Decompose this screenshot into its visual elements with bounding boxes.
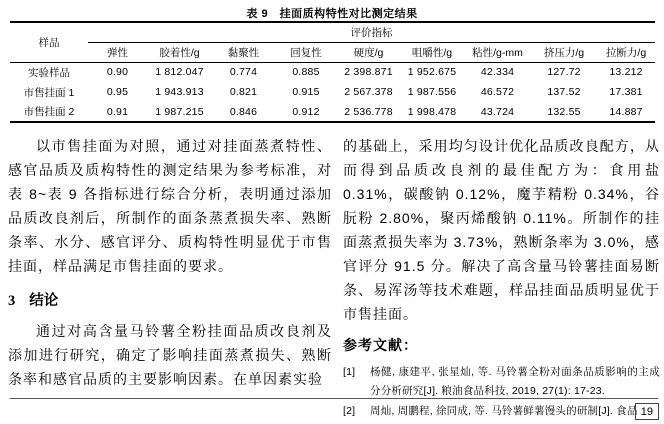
- col-header-sample: 样品: [10, 22, 88, 62]
- cell-value: 0.821: [229, 86, 258, 98]
- conclusion-heading-number: 3: [8, 293, 16, 309]
- cell-value: 1 952.675: [407, 66, 457, 79]
- row-label: 市售挂面 1: [23, 86, 75, 99]
- table-row: [10, 62, 655, 82]
- col-header-hardness: 硬度/g: [337, 42, 400, 62]
- cell-value: 0.915: [292, 86, 320, 98]
- cell-value: 0.774: [229, 66, 258, 79]
- reference-item: [343, 402, 660, 421]
- references-list: [343, 363, 660, 421]
- conclusion-heading-text: 结论: [29, 293, 59, 309]
- cell-value: 132.55: [547, 105, 581, 118]
- cell-value: 2 567.378: [344, 86, 393, 98]
- col-header-group: 评价指标: [88, 22, 655, 42]
- table-header-row-group: [10, 22, 655, 42]
- col-header-resilience: 回复性: [275, 42, 337, 62]
- page-number: 19: [635, 403, 659, 420]
- col-header-compression: 挤压力/g: [531, 42, 597, 62]
- cell-value: 0.90: [106, 66, 129, 79]
- table-row: [10, 82, 655, 102]
- col-header-gumminess: 胶着性/g: [147, 42, 212, 62]
- col-header-chewiness: 咀嚼性/g: [400, 42, 464, 62]
- body-paragraph: 以市售挂面为对照，通过对挂面蒸煮特性、感官品质及质构特性的测定结果为参考标准，对表 8~表 9 各指标进行综合分析，表明通过添加品质改良剂后，所制作的面条蒸煮损失率、熟断条率、水分、感官评分、质构特性明显优于市售挂面，样品满足市售挂面的要求。: [8, 138, 332, 274]
- cell-value: 0.91: [106, 105, 129, 118]
- row-label: 实验样品: [28, 66, 70, 79]
- cell-value: 1 987.556: [407, 86, 457, 98]
- col-header-breaking-force: 拉断力/g: [597, 42, 655, 62]
- cell-value: 0.885: [292, 66, 320, 79]
- references-heading: 参考文献：: [343, 337, 418, 353]
- cell-value: 42.334: [480, 66, 515, 79]
- cell-value: 137.52: [547, 86, 581, 98]
- cell-value: 0.912: [292, 105, 320, 118]
- cell-value: 0.846: [229, 105, 258, 118]
- cell-value: 2 398.871: [344, 66, 393, 79]
- col-header-elasticity: 弹性: [88, 42, 147, 62]
- cell-value: 0.95: [106, 86, 129, 98]
- reference-text: 杨健, 康建平, 张星灿, 等. 马铃薯全粉对面条品质影响的主成分分析研究[J]. 粮油食品科技, 2019, 27(1): 17-23.: [370, 366, 660, 397]
- cell-value: 1 943.913: [155, 86, 204, 98]
- cell-value: 14.887: [609, 105, 643, 118]
- texture-results-table: [10, 21, 655, 123]
- reference-number: [2]: [343, 405, 356, 417]
- body-paragraph: 的基础上，采用均匀设计优化品质改良配方，从而得到品质改良剂的最佳配方为：食用盐 0.31%，碳酸钠 0.12%，魔芋精粉 0.34%，谷朊粉 2.80%，聚丙烯酸钠 0.11%。所制作的挂面蒸煮损失率为 3.73%，熟断条率为 3.0%，感官评分 91.5 分。解决了高含量马铃薯挂面易断条、易浑汤等技术难题，样品挂面品质明显优于市售挂面。: [343, 138, 660, 322]
- table-header-row-metrics: [10, 42, 655, 62]
- cell-value: 46.572: [480, 86, 515, 98]
- col-header-stickiness: 粘性/g-mm: [464, 42, 531, 62]
- row-label: 市售挂面 2: [23, 106, 75, 118]
- cell-value: 13.212: [609, 66, 643, 79]
- cell-value: 43.724: [480, 105, 515, 118]
- cell-value: 17.381: [609, 86, 643, 98]
- text-column-left: [8, 134, 332, 391]
- text-column-right: [343, 134, 660, 422]
- cell-value: 2 536.778: [344, 105, 393, 118]
- cell-value: 1 998.478: [407, 105, 457, 118]
- col-header-cohesiveness: 黏聚性: [212, 42, 275, 62]
- reference-number: [1]: [343, 366, 356, 378]
- table-row: [10, 102, 655, 122]
- reference-item: [343, 363, 660, 401]
- cell-value: 1 812.047: [155, 66, 204, 79]
- cell-value: 127.72: [547, 66, 581, 79]
- body-paragraph: 通过对高含量马铃薯全粉挂面品质改良剂及添加进行研究，确定了影响挂面蒸煮损失、熟断条率和感官品质的主要影响因素。在单因素实验: [8, 323, 332, 387]
- reference-text: 周灿, 周鹏程, 徐同成, 等. 马铃薯鲜薯馒头的研制[J]. 食品: [370, 405, 638, 417]
- conclusion-heading: [8, 289, 332, 313]
- table-caption: 表 9 挂面质构特性对比测定结果: [246, 8, 418, 20]
- cell-value: 1 987.215: [155, 105, 204, 118]
- footer-divider: [10, 398, 658, 399]
